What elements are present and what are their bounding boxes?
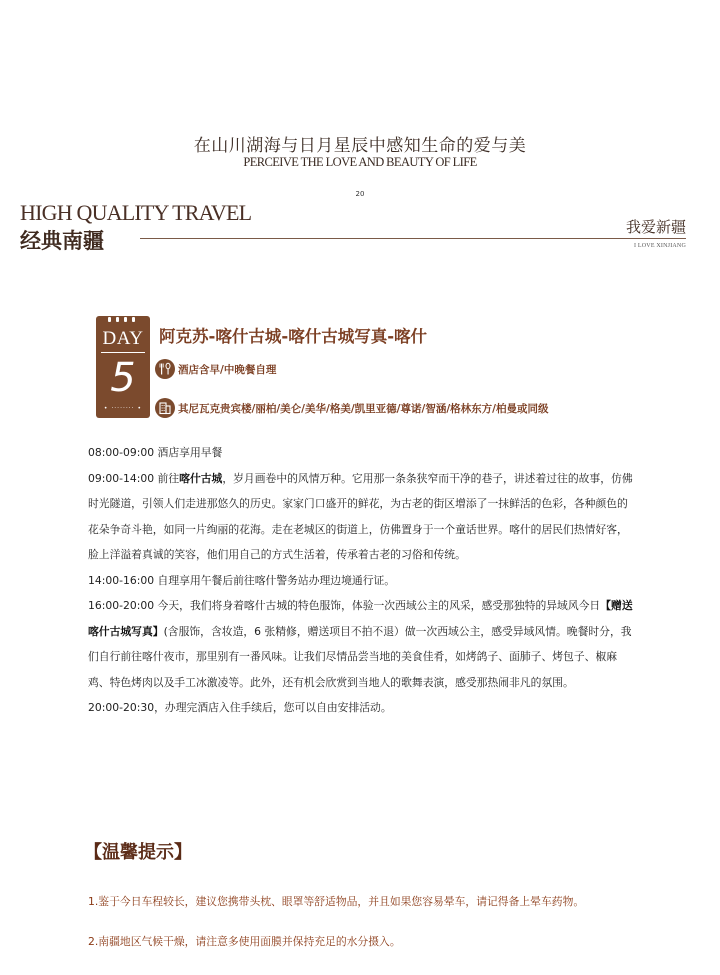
page-number: 20 [355,190,365,198]
itinerary-photoshoot: 16:00-20:00 今天，我们将身着喀什古城的特色服饰，体验一次西域公主的风采，感受那独特的异域风今日【赠送喀什古城写真】(含服饰，含妆造，6 张精修，赠送项目不拍不退）做一次西域公主，感受异域风情。晚餐时分，我们自行前往喀什夜市，那里别有一番风味。让我们尽情品尝当地的美食佳肴，如烤鸽子、面肺子、烤包子、椒麻鸡、特色烤肉以及手工冰激凌等。此外，还有机会欣赏到当地人的歌舞表演，感受那热闹非凡的氛围。 [88,599,633,689]
header-divider [140,238,686,239]
itinerary-permit: 14:00-16:00 自理享用午餐后前往喀什警务站办理边境通行证。 [88,573,396,587]
brand-chinese: 经典南疆 [20,228,104,253]
day-badge [96,316,150,418]
day-label: DAY [102,328,144,349]
hotel-info [155,398,549,418]
meal-text: 酒店含早/中晚餐自理 [178,363,277,376]
slogan-chinese: 在山川湖海与日月星辰中感知生命的爱与美 [193,136,527,156]
brand-english: HIGH QUALITY TRAVEL [20,200,252,225]
meal-info [155,359,276,379]
itinerary-checkin: 20:00-20:30，办理完酒店入住手续后，您可以自由安排活动。 [88,701,392,714]
hotel-text: 其尼瓦克贵宾楼/丽柏/美仑/美华/格美/凯里亚德/尊诺/智涵/格林东方/柏曼或同级 [178,402,549,415]
slogan-english: PERCEIVE THE LOVE AND BEAUTY OF LIFE [243,155,477,169]
tips-title: 【温馨提示】 [84,842,192,863]
day-divider [101,352,145,353]
building-icon [155,398,175,418]
day-dots: • ········ • [103,405,143,412]
calendar-pins [96,317,150,323]
itinerary-old-city: 09:00-14:00 前往喀什古城，岁月画卷中的风情万种。它用那一条条狭窄而干净的巷子，讲述着过往的故事，仿佛时光隧道，引领人们走进那悠久的历史。家家门口盛开的鲜花，为古老的街区增添了一抹鲜活的色彩，各种颜色的花朵争奇斗艳，如同一片绚丽的花海。走在老城区的街道上，仿佛置身于一个童话世界。喀什的居民们热情好客，脸上洋溢着真诚的笑容，他们用自己的方式生活着，传承着古老的习俗和传统。 [88,471,633,561]
love-xinjiang-chinese: 我爱新疆 [625,218,686,236]
tip-item: 2.南疆地区气候干燥，请注意多使用面膜并保持充足的水分摄入。 [88,935,401,948]
photoshoot-highlight: 【赠送喀什古城写真】 [88,599,633,638]
day-title: 阿克苏-喀什古城-喀什古城写真-喀什 [159,327,428,346]
utensils-icon [155,359,175,379]
love-xinjiang-english: I LOVE XINJIANG [634,243,686,249]
day-number: 5 [110,355,136,401]
tip-item: 1.鉴于今日车程较长，建议您携带头枕、眼罩等舒适物品，并且如果您容易晕车，请记得备上晕车药物。 [88,895,585,908]
kashgar-old-city-highlight: 喀什古城 [179,471,223,485]
itinerary-body [88,440,636,721]
itinerary-breakfast: 08:00-09:00 酒店享用早餐 [88,446,223,459]
